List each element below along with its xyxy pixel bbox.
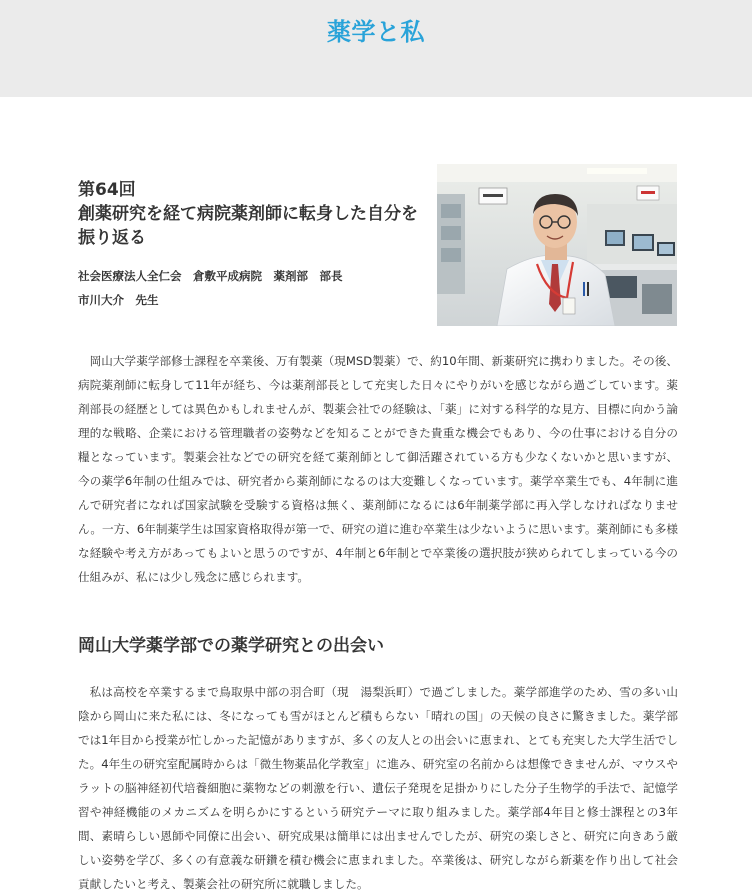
intro-paragraph: 岡山大学薬学部修士課程を卒業後、万有製薬（現MSD製薬）で、約10年間、新薬研究に携わりました。その後、病院薬剤師に転身して11年が経ち、今は薬剤部長として充実した日々にやりがいを感じながら過ごしています。薬剤部長の経歴としては異色かもしれませんが、製薬会社での経験は、「薬」に対する科学的な見方、目標に向かう論理的な戦略、企業における管理職者の姿勢などを知ることができた貴重な機会でもあり、今の仕事における自分の糧となっています。製薬会社などでの研究を経て薬剤師として御活躍されている方も少なくないかと思いますが、今の薬学6年制の仕組みでは、研究者から薬剤師になるのは大変難しくなっています。薬学卒業生でも、4年制に進んで研究者になれば国家試験を受験する資格は無く、薬剤師になるには6年制薬学部に再入学しなければなりません。一方、6年制薬学生は国家資格取得が第一で、研究の道に進む卒業生は少ないように思います。薬剤師にも多様な経験や考え方があってもよいと思うのですが、4年制と6年制とで卒業後の選択肢が狭められてしまっている今の仕組みが、私には少し残念に感じられます。	[78, 354, 678, 584]
author-name: 市川大介 先生	[78, 293, 159, 307]
author-block	[78, 264, 418, 312]
portrait-photo-icon	[437, 164, 677, 326]
section-paragraph: 私は高校を卒業するまで鳥取県中部の羽合町（現 湯梨浜町）で過ごしました。薬学部進学のため、雪の多い山陰から岡山に来た私には、冬になっても雪がほとんど積もらない「晴れの国」の天候の良さに驚きました。薬学部では1年目から授業が忙しかった記憶がありますが、多くの友人との出会いに恵まれ、とても充実した大学生活でした。4年生の研究室配属時からは「微生物薬品化学教室」に進み、研究室の名前からは想像できませんが、マウスやラットの脳神経初代培養細胞に薬物などの刺激を行い、遺伝子発現を足掛かりにした分子生物学的手法で、記憶学習や神経機能のメカニズムを明らかにするという研究テーマに取り組みました。薬学部4年目と修士課程との3年間、素晴らしい恩師や同僚に出会い、研究成果は簡単には出ませんでしたが、研究の楽しさと、研究に向きあう厳しい姿勢を学び、多くの有意義な研鑽を積む機会に恵まれました。卒業後は、研究しながら新薬を作り出して社会貢献したいと考え、製薬会社の研究所に就職しました。	[78, 685, 678, 891]
issue-number: 第64回	[78, 180, 136, 200]
article-header	[78, 178, 418, 312]
portrait-photo	[437, 164, 677, 326]
site-title[interactable]: 薬学と私	[327, 18, 425, 46]
section-heading: 岡山大学薬学部での薬学研究との出会い	[78, 636, 384, 656]
author-affiliation: 社会医療法人全仁会 倉敷平成病院 薬剤部 部長	[78, 269, 343, 283]
article-title: 創薬研究を経て病院薬剤師に転身した自分を振り返る	[78, 204, 418, 248]
